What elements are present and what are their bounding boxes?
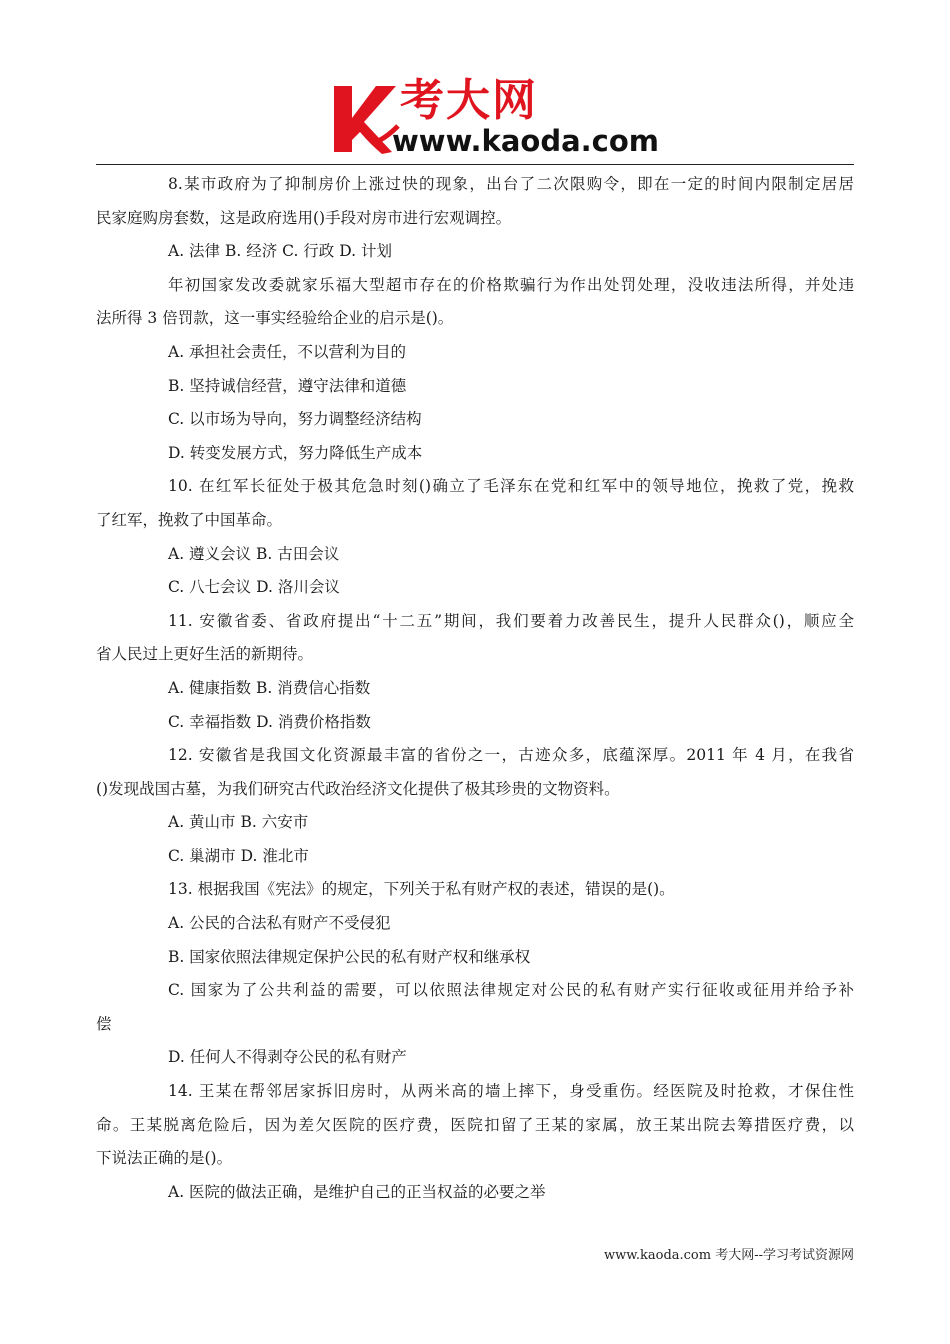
text-line: 14. 王某在帮邻居家拆旧房时，从两米高的墙上摔下，身受重伤。经医院及时抢救，才保住性 <box>168 1082 854 1101</box>
text-line: A. 遵义会议 B. 古田会议 <box>168 544 340 563</box>
brand-name: 考大网 <box>400 75 538 126</box>
text-line: D. 转变发展方式，努力降低生产成本 <box>168 443 423 462</box>
header-divider <box>96 164 854 165</box>
text-line: 了红军，挽救了中国革命。 <box>96 510 283 529</box>
text-line: B. 坚持诚信经营，遵守法律和道德 <box>168 376 407 395</box>
text-line: A. 公民的合法私有财产不受侵犯 <box>168 914 391 933</box>
text-line: A. 健康指数 B. 消费信心指数 <box>168 678 371 697</box>
text-line: 12. 安徽省是我国文化资源最丰富的省份之一，古迹众多，底蕴深厚。2011 年 4 月，在我省 <box>168 746 854 765</box>
text-line: C. 国家为了公共利益的需要，可以依照法律规定对公民的私有财产实行征收或征用并给予补 <box>168 981 854 1000</box>
text-line: A. 黄山市 B. 六安市 <box>168 813 309 832</box>
text-line: C. 以市场为导向，努力调整经济结构 <box>168 410 422 429</box>
text-line: 省人民过上更好生活的新期待。 <box>96 645 314 664</box>
text-line: A. 医院的做法正确，是维护自己的正当权益的必要之举 <box>168 1182 546 1201</box>
document-body <box>96 168 854 1209</box>
text-line: ()发现战国古墓，为我们研究古代政治经济文化提供了极其珍贵的文物资料。 <box>96 779 620 798</box>
text-line: 偿 <box>96 1014 112 1033</box>
text-line: A. 承担社会责任，不以营利为目的 <box>168 342 407 361</box>
text-line: 13. 根据我国《宪法》的规定，下列关于私有财产权的表述，错误的是()。 <box>168 880 675 899</box>
brand-url: www.kaoda.com <box>392 124 659 158</box>
text-line: 10. 在红军长征处于极其危急时刻()确立了毛泽东在党和红军中的领导地位，挽救了党，挽救 <box>168 477 854 496</box>
text-line: D. 任何人不得剥夺公民的私有财产 <box>168 1048 407 1067</box>
text-line: 民家庭购房套数，这是政府选用()手段对房市进行宏观调控。 <box>96 208 512 227</box>
text-line: C. 巢湖市 D. 淮北市 <box>168 846 309 865</box>
text-line: 8.某市政府为了抑制房价上涨过快的现象，出台了二次限购令，即在一定的时间内限制定居居 <box>168 175 854 193</box>
text-line: A. 法律 B. 经济 C. 行政 D. 计划 <box>168 242 392 261</box>
text-line: 命。王某脱离危险后，因为差欠医院的医疗费，医院扣留了王某的家属，放王某出院去筹措医疗费，以 <box>96 1115 854 1134</box>
text-line: 下说法正确的是()。 <box>96 1149 233 1168</box>
page-footer: www.kaoda.com 考大网--学习考试资源网 <box>604 1248 854 1263</box>
site-logo <box>330 76 660 160</box>
text-line: B. 国家依照法律规定保护公民的私有财产权和继承权 <box>168 947 531 966</box>
text-line: C. 幸福指数 D. 消费价格指数 <box>168 712 371 731</box>
text-line: 年初国家发改委就家乐福大型超市存在的价格欺骗行为作出处罚处理，没收违法所得，并处违 <box>168 275 854 294</box>
k-logo-icon <box>330 82 400 156</box>
text-line: 法所得 3 倍罚款，这一事实经验给企业的启示是()。 <box>96 309 454 328</box>
text-line: 11. 安徽省委、省政府提出“十二五”期间，我们要着力改善民生，提升人民群众()，顺应全 <box>168 611 854 630</box>
text-line: C. 八七会议 D. 洛川会议 <box>168 578 340 597</box>
